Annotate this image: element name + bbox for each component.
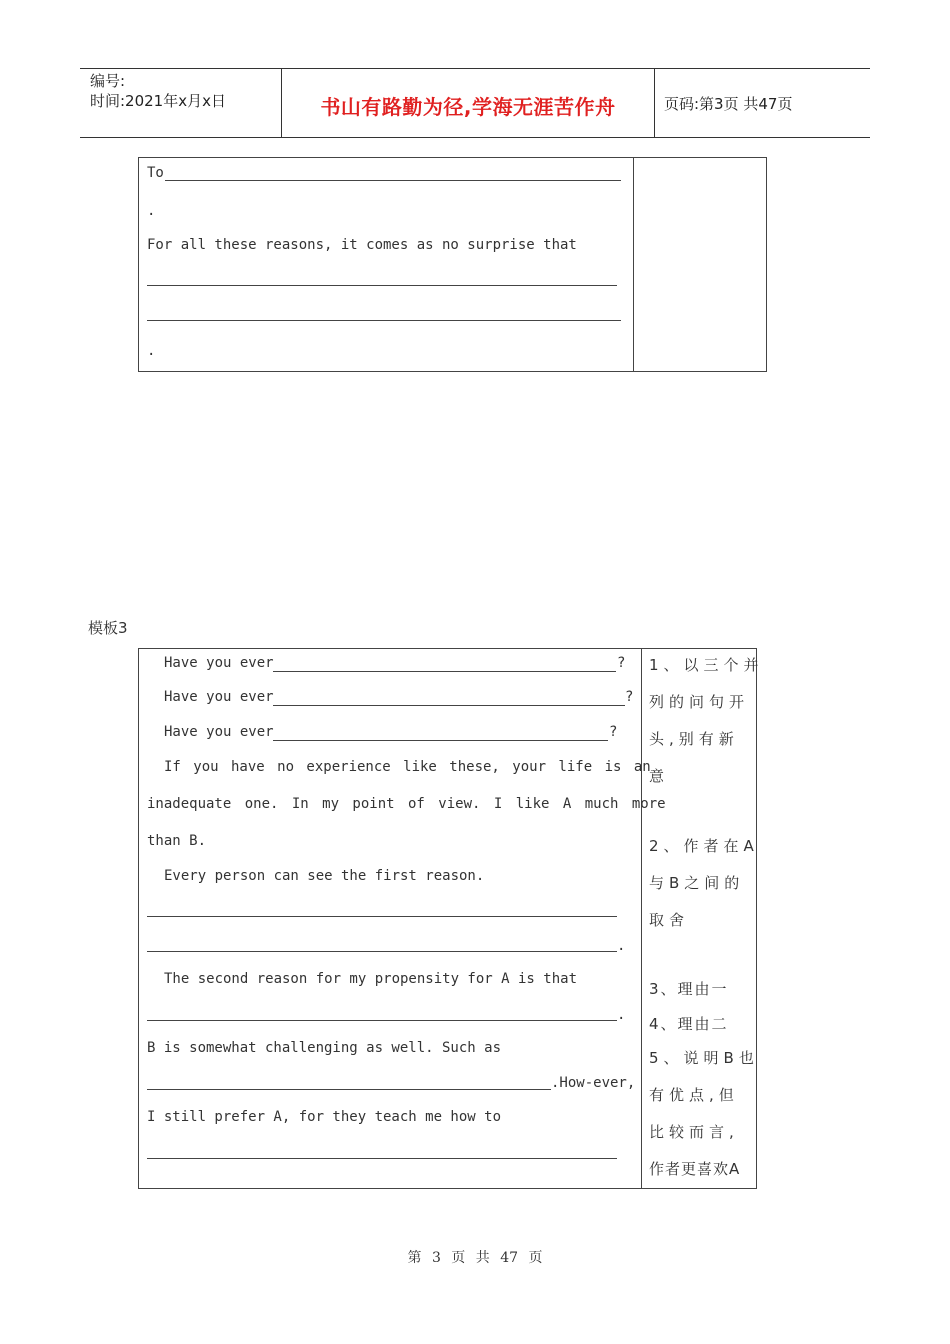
question-2-mark: ? (625, 689, 634, 705)
b-challenging-line: B is somewhat challenging as well. Such as (147, 1040, 502, 1056)
reasons-line: For all these reasons, it comes as no surprise that (147, 237, 577, 253)
blank-line (147, 1089, 551, 1090)
question-3-mark: ? (609, 724, 618, 740)
blank-line (273, 740, 608, 741)
blank-line (147, 1158, 617, 1159)
experience-line-1: If you have no experience like these, your life is an (164, 759, 651, 775)
header-meta (90, 71, 226, 111)
to-line-text: To (147, 165, 164, 181)
blank-line (147, 320, 621, 321)
line-dot: . (617, 1007, 626, 1023)
page-header (80, 68, 870, 138)
note-5-line-1: 5、说明B也 (649, 1049, 759, 1067)
however-text: .How-ever, (551, 1075, 636, 1091)
blank-line (147, 1020, 617, 1021)
note-5-line-3: 比较而言, (649, 1123, 739, 1141)
blank-line (273, 705, 625, 706)
experience-line-2: inadequate one. In my point of view. I like A much more (147, 796, 666, 812)
question-1-mark: ? (617, 655, 626, 671)
time-label: 时间:2021年x月x日 (90, 92, 226, 110)
template-table-continued (138, 157, 767, 372)
blank-line (147, 951, 617, 952)
template-3-table (138, 648, 764, 1189)
blank-line (147, 916, 617, 917)
line-dot: . (147, 203, 156, 219)
column-divider (641, 649, 642, 1188)
note-2-line-3: 取舍 (649, 911, 690, 929)
note-5-line-2: 有优点,但 (649, 1086, 739, 1104)
note-1-line-3: 头,别有新 (649, 730, 739, 748)
note-1-line-4: 意 (649, 767, 670, 785)
question-2: Have you ever (164, 689, 274, 705)
note-2-line-2: 与B之间的 (649, 874, 745, 892)
note-4: 4、理由二 (649, 1015, 729, 1033)
column-divider (633, 158, 634, 371)
prefer-line: I still prefer A, for they teach me how to (147, 1109, 502, 1125)
blank-line (147, 285, 617, 286)
question-1: Have you ever (164, 655, 274, 671)
experience-line-3: than B. (147, 833, 207, 849)
header-motto: 书山有路勤为径,学海无涯苦作舟 (320, 95, 616, 119)
note-2-line-1: 2、作者在A (649, 837, 759, 855)
line-dot: . (617, 938, 626, 954)
second-reason-line: The second reason for my propensity for A is that (164, 971, 578, 987)
note-5-line-4: 作者更喜欢A (649, 1160, 741, 1178)
section-label: 模板3 (88, 619, 128, 637)
code-label: 编号: (90, 72, 126, 90)
first-reason-line: Every person can see the first reason. (164, 868, 485, 884)
question-3: Have you ever (164, 724, 274, 740)
line-dot: . (147, 343, 156, 359)
note-1-line-2: 列的问句开 (649, 693, 750, 711)
header-divider (654, 69, 655, 137)
header-page-info: 页码:第3页 共47页 (664, 95, 793, 113)
blank-line (165, 180, 621, 181)
note-3: 3、理由一 (649, 980, 729, 998)
blank-line (273, 671, 616, 672)
note-1-line-1: 1、以三个并 (649, 656, 764, 674)
page-footer: 第 3 页 共 47 页 (407, 1250, 543, 1266)
